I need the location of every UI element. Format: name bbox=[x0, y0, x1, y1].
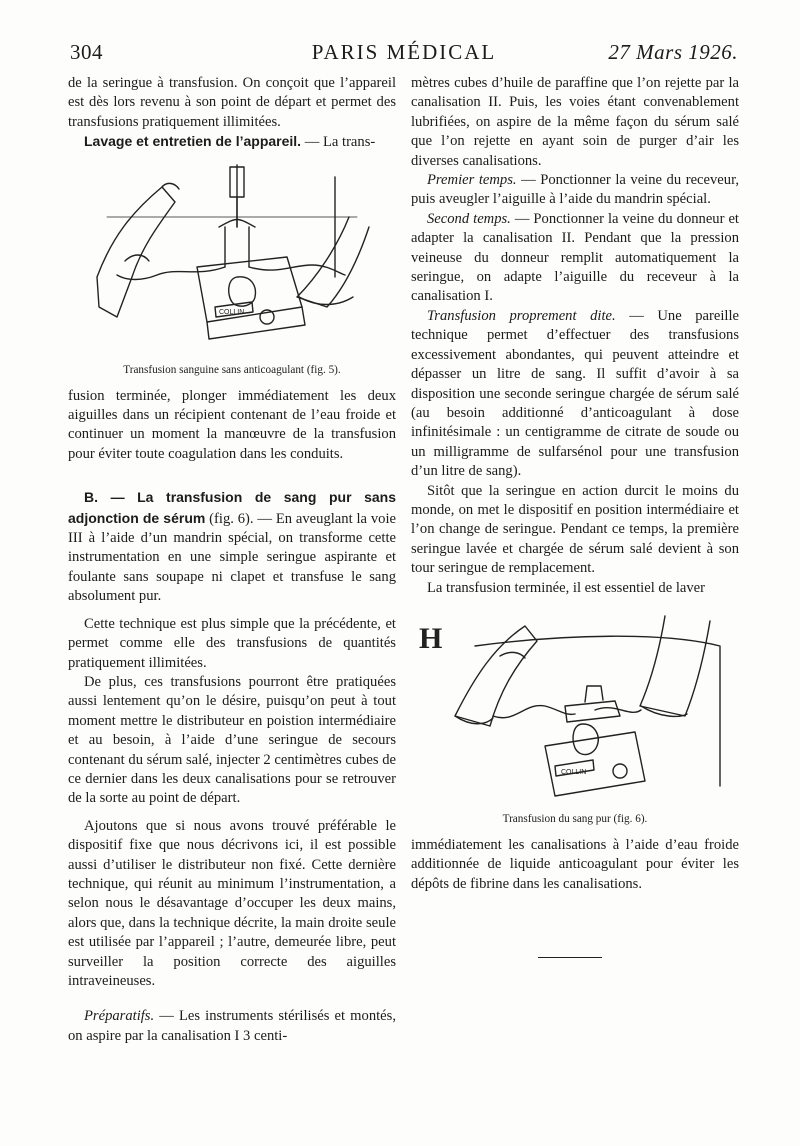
paragraph-with-heading: B. — La transfusion de sang pur sans adjonction de sérum (fig. 6). — En aveuglant la voie III à l’aide d’un mandrin spécial, on transforme cette instrumentation en une simple seringue aspirante et foulante sans soupape ni clapet et transfuse le sang absolument pur. bbox=[68, 489, 396, 605]
section-heading: Préparatifs. bbox=[84, 1008, 155, 1025]
figure-6 bbox=[411, 606, 739, 826]
figure-5 bbox=[68, 157, 396, 377]
paragraph: mètres cubes d’huile de paraffine que l’on rejette par la canalisation II. Puis, les voies étant convenablement lubrifiées, on aspire de la même façon du sérum salé que l’on rejette en ayant soin de purger d’air les diverses canalisations. bbox=[411, 75, 739, 169]
paragraph: La transfusion terminée, il est essentiel de laver bbox=[427, 579, 705, 596]
page-header bbox=[70, 40, 738, 68]
figure-6-illustration bbox=[415, 606, 735, 806]
section-heading: Transfusion proprement dite. bbox=[427, 307, 616, 324]
paragraph: De plus, ces transfusions pourront être pratiquées aussi lentement qu’on le désire, puisqu’on peut à tout moment mettre le distributeur en poistion intermédiaire et au besoin, à l’aide d’une seringue de secours contenant du sérum salé, injecter 2 centimètres cubes de ce dernier dans les deux canalisations pour se retrouver de la sorte au point de départ. bbox=[68, 673, 396, 807]
collin-label: COLLIN bbox=[219, 308, 245, 316]
paragraph-with-heading: Lavage et entretien de l’appareil. — La trans- bbox=[84, 133, 376, 151]
left-column bbox=[68, 74, 396, 1046]
paragraph: de la seringue à transfusion. On conçoit que l’appareil est dès lors revenu à son point de départ et permet des transfusions pratiquement illimitées. bbox=[68, 75, 396, 130]
end-rule bbox=[538, 957, 602, 958]
figure-5-caption: Transfusion sanguine sans anticoagulant (fig. 5). bbox=[123, 363, 341, 376]
paragraph: Ajoutons que si nous avons trouvé préférable le dispositif fixe que nous décrivons ici, il est possible aussi d’utiliser le distributeur non fixé. Cette dernière technique, qui réunit au minimum l’instrumentation, a selon nous le désavantage d’occuper les deux mains, alors que, dans la technique décrite, la main droite seule est utilisée par l’appareil ; l’autre, demeurée libre, peut surveiller la position correcte des aiguilles intraveineuses. bbox=[68, 817, 396, 989]
section-heading: Second temps. bbox=[427, 210, 511, 227]
collin-label: COLLIN bbox=[561, 768, 587, 776]
paragraph-with-heading: Premier temps. — Ponctionner la veine du receveur, puis aveugler l’aiguille à l’aide du mandrin spécial. bbox=[411, 172, 739, 208]
section-heading: Lavage et entretien de l’appareil. bbox=[84, 133, 302, 150]
figure-5-illustration bbox=[87, 157, 377, 357]
figure-letter: H bbox=[419, 621, 443, 655]
paragraph-with-heading: Transfusion proprement dite. — Une pareille technique permet d’effectuer des transfusions excessivement abondantes, qui peuvent atteindre et dépasser un litre de sang. Il suffit d’avoir à sa disposition une seconde seringue chargée de sérum salé (au besoin additionné d’anticoagulant à dose infinitésimale : un centigramme de citrate de soude ou un milligramme de sulfarsénol pour une transfusion d’un litre de sang). bbox=[411, 307, 739, 480]
paragraph-with-heading: Second temps. — Ponctionner la veine du donneur et adapter la canalisation II. Pendant que la pression veineuse du donneur remplit automatiquement la seringue, on adapte l’aiguille du receveur à la canalisation I. bbox=[411, 210, 739, 305]
paragraph: Sitôt que la seringue en action durcit le moins du monde, on met le dispositif en position intermédiaire et l’on change de seringue. Pendant ce temps, la première seringue lavée et chargée de sérum salé devient à son tour seringue de remplacement. bbox=[411, 482, 739, 577]
figure-6-caption: Transfusion du sang pur (fig. 6). bbox=[502, 812, 648, 825]
journal-title: PARIS MÉDICAL bbox=[311, 40, 497, 64]
page-number: 304 bbox=[70, 40, 103, 64]
paragraph: Cette technique est plus simple que la précédente, et permet comme elle des transfusions de quantités pratiquement illimitées. bbox=[68, 615, 396, 671]
issue-date: 27 Mars 1926. bbox=[608, 40, 738, 64]
section-heading: Premier temps. bbox=[427, 172, 517, 189]
section-heading: B. — La transfusion de sang pur sans adjonction de sérum bbox=[68, 489, 396, 526]
right-column bbox=[411, 74, 739, 894]
paragraph: fusion terminée, plonger immédiatement les deux aiguilles dans un récipient contenant de l’eau froide et continuer un moment la manœuvre de la transfusion pour éviter toute coagulation dans les conduits. bbox=[68, 387, 396, 462]
paragraph: immédiatement les canalisations à l’aide d’eau froide additionnée de liquide anticoagulant pour éviter les dépôts de fibrine dans les canalisations. bbox=[411, 836, 739, 892]
paragraph-with-heading: Préparatifs. — Les instruments stérilisés et montés, on aspire par la canalisation I 3 centi- bbox=[68, 1008, 396, 1044]
